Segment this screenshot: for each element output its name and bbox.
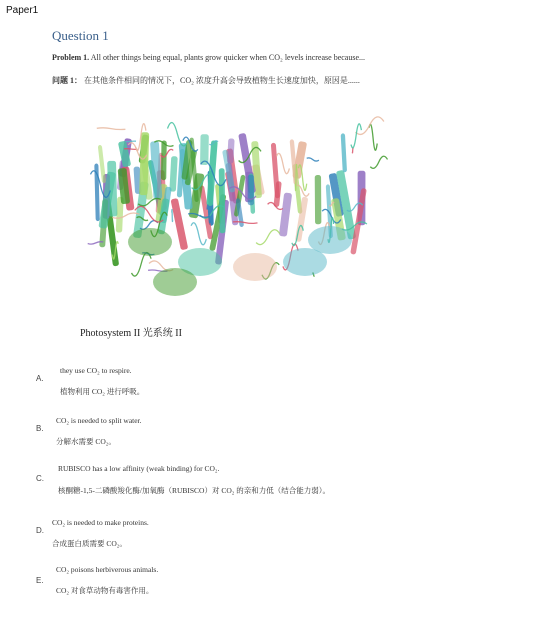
- coil-shape: [124, 149, 137, 150]
- coil-shape: [352, 148, 353, 153]
- helix-shape: [200, 134, 209, 165]
- option-d-text-en: CO₂ is needed to make proteins.: [52, 518, 149, 527]
- coil-shape: [256, 230, 280, 245]
- coil-shape: [369, 124, 377, 150]
- problem-en-text: All other things being equal, plants grow quicker when CO₂ levels increase because...: [90, 53, 366, 62]
- option-b-letter: B.: [36, 424, 44, 433]
- coil-shape: [351, 124, 361, 148]
- domain-shape: [233, 253, 277, 281]
- coil-shape: [191, 223, 206, 245]
- problem-en: [52, 53, 365, 62]
- option-e-text-en: CO₂ poisons herbiverous animals.: [56, 565, 159, 574]
- coil-shape: [168, 123, 187, 146]
- option-c-text-zh: 核酮糖-1,5-二磷酸羧化酶/加氧酶（RUBISCO）对 CO₂ 的亲和力低（结合能力弱）。: [58, 486, 330, 495]
- option-a-text-en: they use CO₂ to respire.: [60, 366, 132, 375]
- coil-shape: [132, 253, 152, 277]
- domain-shape: [153, 268, 197, 296]
- coil-shape: [172, 210, 173, 222]
- helix-shape: [279, 192, 292, 236]
- helix-shape: [219, 168, 226, 233]
- problem-en-label: Problem 1.: [52, 53, 90, 62]
- coil-shape: [97, 128, 126, 130]
- problem-zh: [52, 75, 360, 86]
- option-d-text-zh: 合成蛋白质需要 CO₂。: [52, 539, 127, 548]
- option-c-text-en: RUBISCO has a low affinity (weak binding) for CO₂.: [58, 464, 220, 473]
- question-title: Question 1: [52, 28, 109, 43]
- option-c-letter: C.: [36, 474, 44, 483]
- option-b-text-zh: 分解水需要 CO₂。: [56, 437, 116, 446]
- coil-shape: [370, 156, 387, 168]
- coil-shape: [277, 153, 290, 173]
- photosystem-ii-image: [80, 112, 390, 302]
- helix-shape: [169, 156, 177, 192]
- header-label: Paper1: [6, 5, 39, 16]
- helix-shape: [227, 138, 235, 163]
- helix-shape: [248, 175, 254, 205]
- option-d-letter: D.: [36, 526, 44, 535]
- option-b-text-en: CO₂ is needed to split water.: [56, 416, 142, 425]
- helix-shape: [161, 140, 167, 180]
- helix-shape: [315, 175, 322, 224]
- helix-shape: [98, 145, 106, 184]
- problem-zh-text: 在其他条件相同的情况下，CO₂ 浓度升高会导致植物生长速度加快，原因是......: [84, 76, 360, 85]
- option-a-text-zh: 植物利用 CO₂ 进行呼吸。: [60, 387, 145, 396]
- option-e-text-zh: CO₂ 对食草动物有毒害作用。: [56, 586, 154, 595]
- helix-shape: [341, 133, 347, 172]
- figure-caption: Photosystem II 光系统 II: [80, 328, 182, 339]
- coil-shape: [307, 158, 319, 161]
- problem-zh-label: 问题 1：: [52, 76, 82, 85]
- domain-shape: [308, 226, 352, 254]
- helix-shape: [150, 141, 162, 199]
- domain-shape: [128, 228, 172, 256]
- option-a-letter: A.: [36, 374, 44, 383]
- option-e-letter: E.: [36, 576, 44, 585]
